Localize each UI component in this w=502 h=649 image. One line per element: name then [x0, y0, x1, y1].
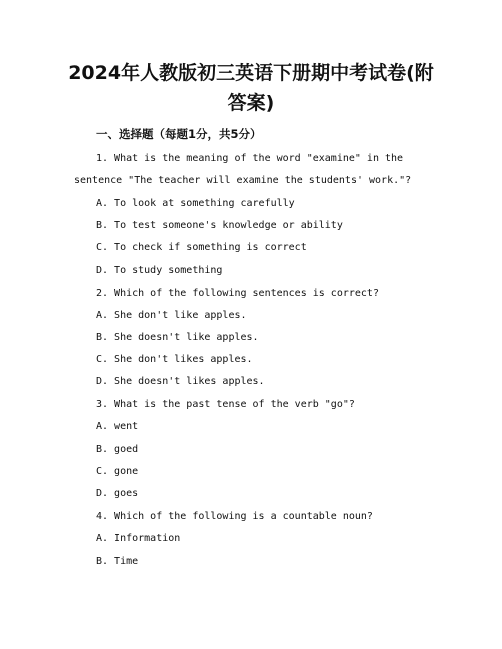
question-4-option-b: B. Time — [96, 556, 139, 567]
question-4-option-a: A. Information — [96, 533, 181, 544]
question-1-option-b: B. To test someone's knowledge or ability — [96, 220, 343, 231]
question-1-option-a: A. To look at something carefully — [96, 198, 295, 209]
question-3-option-b: B. goed — [96, 444, 139, 455]
question-2-option-c: C. She don't likes apples. — [96, 354, 253, 365]
question-3-option-c: C. gone — [96, 466, 139, 477]
question-3-option-d: D. goes — [96, 488, 139, 499]
document-title-line-1: 2024年人教版初三英语下册期中考试卷(附 — [68, 62, 434, 84]
question-3-option-a: A. went — [96, 421, 139, 432]
question-2-stem: 2. Which of the following sentences is correct? — [96, 288, 379, 299]
question-2-option-b: B. She doesn't like apples. — [96, 332, 259, 343]
section-heading: 一、选择题（每题1分，共5分） — [96, 127, 262, 141]
question-1-option-d: D. To study something — [96, 265, 223, 276]
question-1-stem: 1. What is the meaning of the word "examine" in the — [96, 153, 404, 164]
question-4-stem: 4. Which of the following is a countable noun? — [96, 511, 373, 522]
question-1-option-c: C. To check if something is correct — [96, 242, 307, 253]
document-title-line-2: 答案) — [227, 92, 275, 114]
question-2-option-d: D. She doesn't likes apples. — [96, 376, 265, 387]
question-1-stem-continued: sentence "The teacher will examine the students' work."? — [74, 175, 412, 186]
question-3-stem: 3. What is the past tense of the verb "go"? — [96, 399, 355, 410]
question-2-option-a: A. She don't like apples. — [96, 310, 247, 321]
